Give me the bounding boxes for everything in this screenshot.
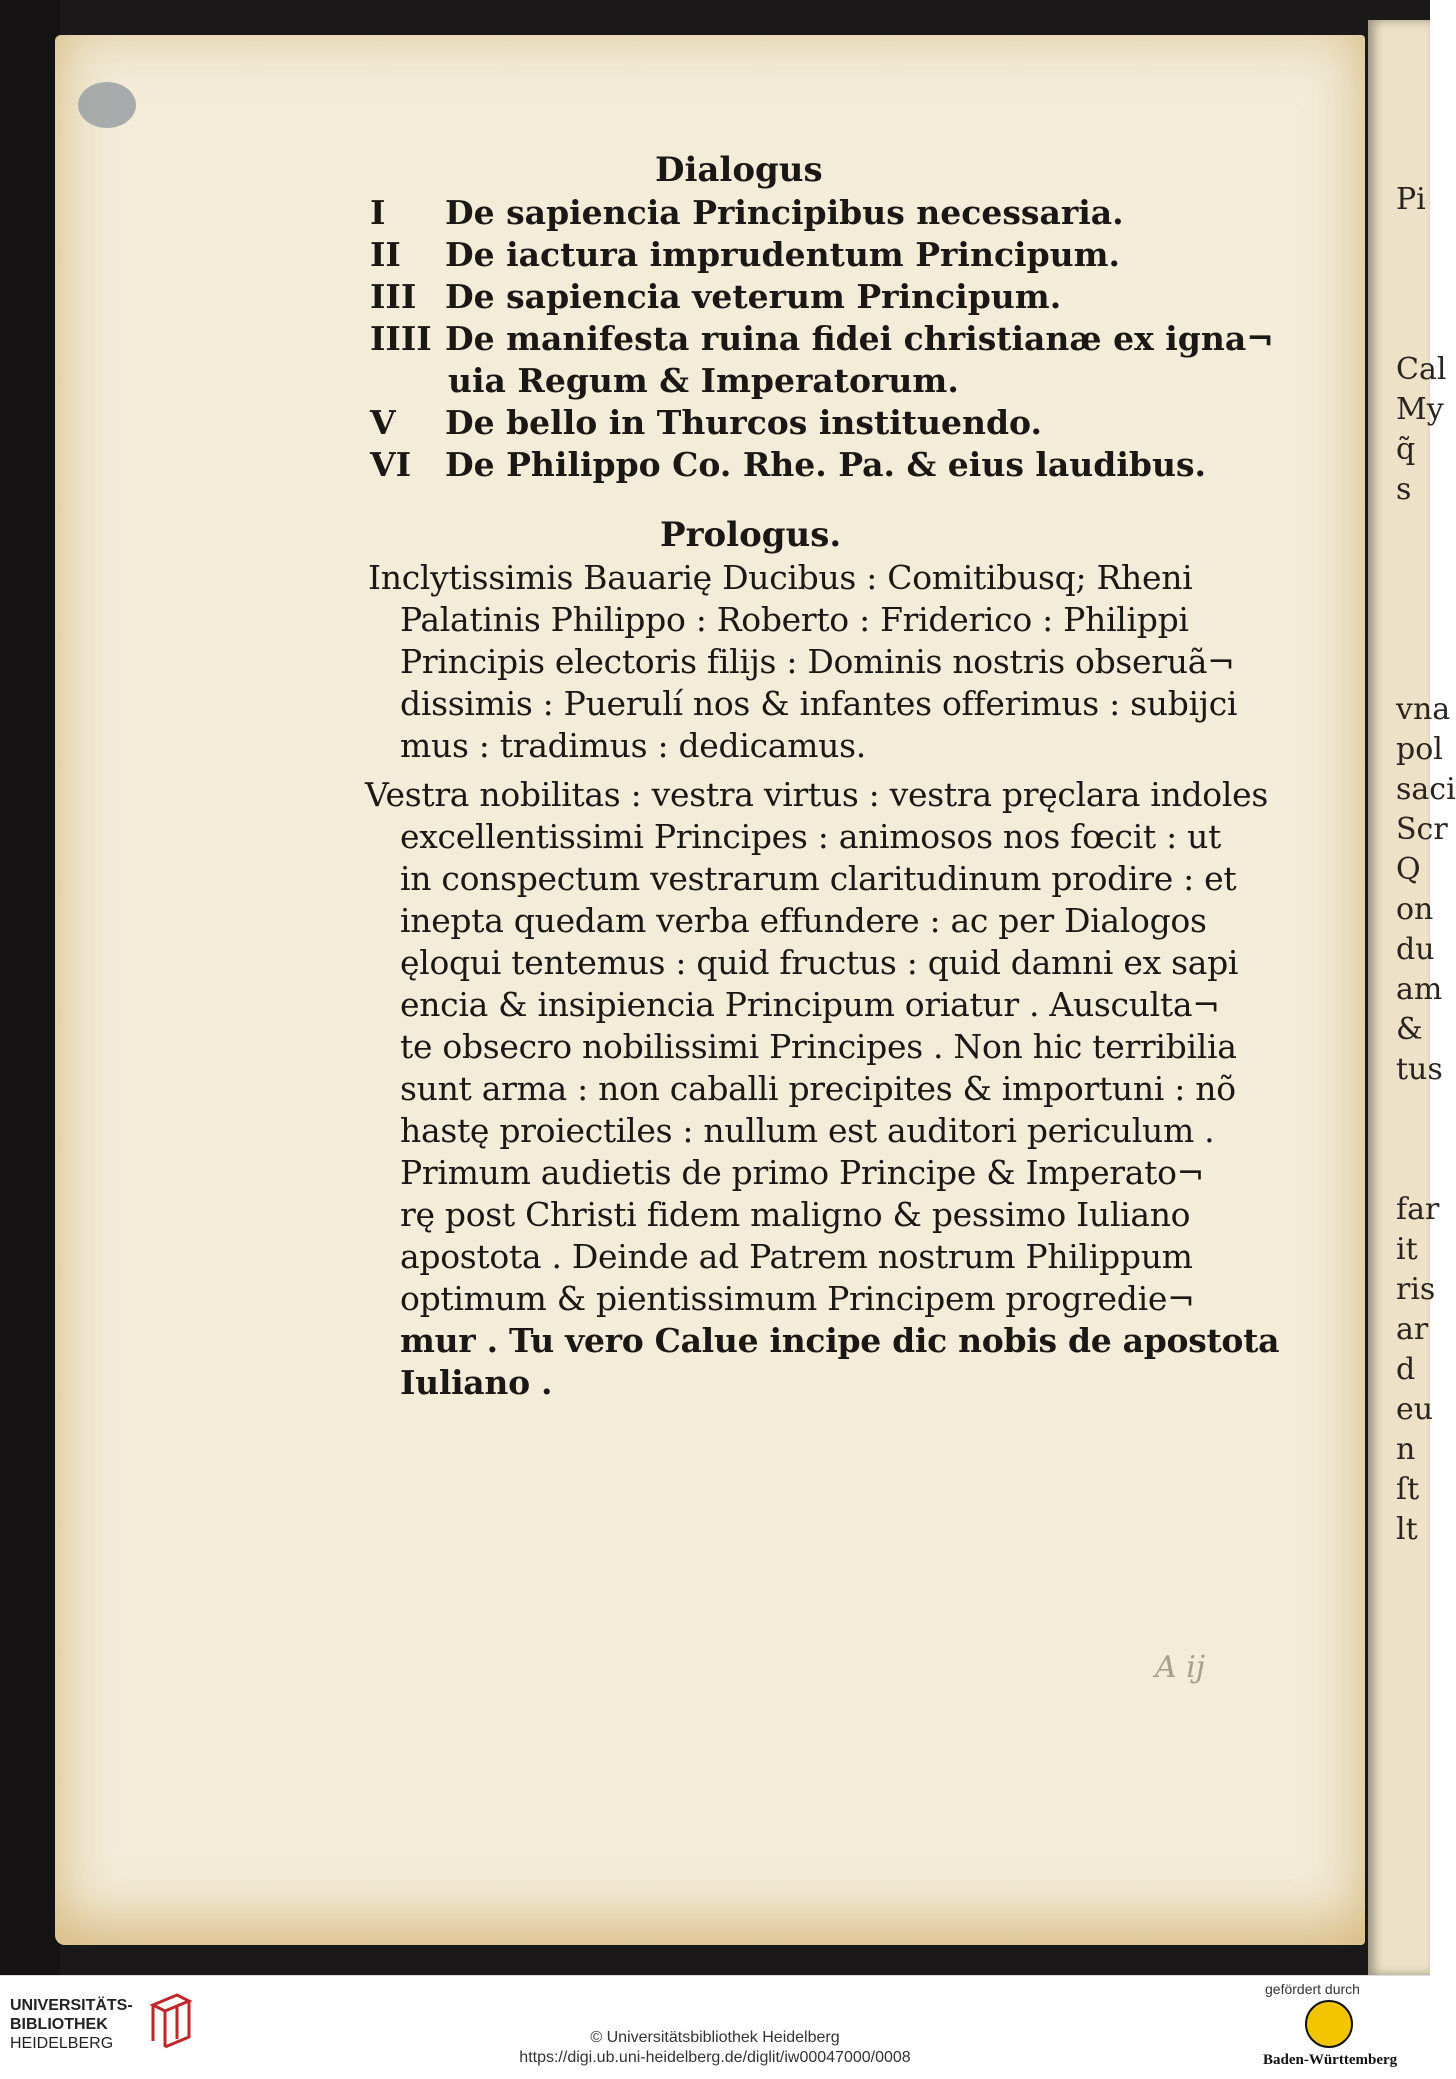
adjacent-page-fragment: q̃ s: [1396, 432, 1416, 507]
adjacent-page-fragment: Pi: [1396, 182, 1426, 217]
toc-item-continuation: uia Regum & Imperatorum.: [448, 361, 959, 400]
adjacent-page-fragment: am: [1396, 972, 1443, 1007]
body-line: ęloqui tentemus : quid fructus : quid damni ex sapi: [400, 943, 1239, 982]
adjacent-page-fragment: pol: [1396, 732, 1443, 767]
adjacent-page-fragment: eu: [1396, 1392, 1434, 1427]
toc-item-text: De Philippo Co. Rhe. Pa. & eius laudibus.: [445, 445, 1207, 484]
body-line: Iuliano .: [400, 1363, 553, 1402]
adjacent-page-fragment: tus: [1396, 1052, 1443, 1087]
body-line: optimum & pientissimum Principem progredie¬: [400, 1279, 1195, 1318]
dedication-line: dissimis : Puerulí nos & infantes offerimus : subijci: [400, 684, 1238, 723]
toc-item: [370, 235, 1120, 277]
copyright-notice: © Universitätsbibliothek Heidelberg: [590, 2029, 840, 2046]
adjacent-page-fragment: ar: [1396, 1312, 1429, 1347]
library-name-line: UNIVERSITÄTS-: [10, 1997, 133, 2014]
body-line: sunt arma : non caballi precipites & importuni : nõ: [400, 1069, 1236, 1108]
body-line: excellentissimi Principes : animosos nos fœcit : ut: [400, 817, 1221, 856]
adjacent-page-fragment: Q: [1396, 852, 1421, 887]
body-line: Primum audietis de primo Principe & Imperato¬: [400, 1153, 1205, 1192]
toc-item-number: II: [370, 235, 401, 274]
toc-item-number: VI: [370, 445, 412, 484]
body-line: rę post Christi fidem maligno & pessimo Iuliano: [400, 1195, 1191, 1234]
dedication-line: Inclytissimis Bauarię Ducibus : Comitibusq; Rheni: [368, 558, 1193, 597]
viewer-footer: [0, 1975, 1430, 2079]
adjacent-page-fragment: far: [1396, 1192, 1440, 1227]
toc-item-number: V: [370, 403, 396, 442]
library-name-line: BIBLIOTHEK: [10, 2016, 108, 2033]
dedication-line: Principis electoris filijs : Dominis nostris obseruã¬: [400, 642, 1235, 681]
adjacent-page-fragment: My: [1396, 392, 1444, 427]
toc-item-text: De bello in Thurcos instituendo.: [445, 403, 1042, 442]
adjacent-page-fragment: lt: [1396, 1512, 1418, 1547]
toc-item: [370, 445, 1206, 487]
prologue-heading: Prologus.: [660, 515, 842, 555]
toc-item-number: III: [370, 277, 417, 316]
toc-item: [370, 277, 1061, 319]
adjacent-page-fragment: Cal: [1396, 352, 1447, 387]
toc-item-number: IIII: [370, 319, 432, 358]
body-line: hastę proiectiles : nullum est auditori periculum .: [400, 1111, 1215, 1150]
body-line: apostota . Deinde ad Patrem nostrum Philippum: [400, 1237, 1193, 1276]
toc-item-text: De manifesta ruina fidei christianæ ex igna¬: [445, 319, 1274, 358]
dedication-line: Palatinis Philippo : Roberto : Friderico : Philippi: [400, 600, 1189, 639]
page-signature: A ij: [1155, 1650, 1206, 1685]
adjacent-page-fragment: d: [1396, 1352, 1416, 1387]
toc-item-text: De sapiencia veterum Principum.: [445, 277, 1062, 316]
page-stain: [78, 82, 136, 128]
coat-of-arms-icon: [1305, 2000, 1353, 2048]
toc-item-number: I: [370, 193, 386, 232]
adjacent-page-fragment: ſt: [1396, 1472, 1420, 1507]
funded-by-label: gefördert durch: [1265, 1981, 1360, 1997]
body-line: Vestra nobilitas : vestra virtus : vestra pręclara indoles: [365, 775, 1268, 814]
book-cover-edge: [0, 0, 60, 1975]
body-line: in conspectum vestrarum claritudinum prodire : et: [400, 859, 1237, 898]
body-line: inepta quedam verba effundere : ac per Dialogos: [400, 901, 1207, 940]
body-line: encia & insipiencia Principum oriatur . Ausculta¬: [400, 985, 1220, 1024]
adjacent-page-fragment: vna: [1396, 692, 1451, 727]
adjacent-page-fragment: Scr: [1396, 812, 1448, 847]
dedication-line: mus : tradimus : dedicamus.: [400, 726, 866, 765]
permalink[interactable]: https://digi.ub.uni-heidelberg.de/diglit/iw00047000/0008: [519, 2049, 911, 2066]
body-line: mur . Tu vero Calue incipe dic nobis de apostota: [400, 1321, 1280, 1360]
toc-item-text: De sapiencia Principibus necessaria.: [445, 193, 1124, 232]
toc-heading: Dialogus: [655, 150, 823, 190]
toc-item: [370, 319, 1274, 361]
adjacent-page-fragment: on: [1396, 892, 1434, 927]
funder-name[interactable]: Baden-Württemberg: [1263, 2052, 1398, 2068]
toc-item-text: De iactura imprudentum Principum.: [445, 235, 1121, 274]
toc-item: [370, 403, 1042, 445]
adjacent-page-fragment: saci: [1396, 772, 1456, 807]
adjacent-page-fragment: &: [1396, 1012, 1423, 1047]
library-name-line: HEIDELBERG: [10, 2035, 114, 2052]
adjacent-page-fragment: ris: [1396, 1272, 1436, 1307]
adjacent-page-fragment: du: [1396, 932, 1435, 967]
body-line: te obsecro nobilissimi Principes . Non hic terribilia: [400, 1027, 1237, 1066]
adjacent-page-fragment: it: [1396, 1232, 1418, 1267]
toc-item: [370, 193, 1124, 235]
adjacent-page-fragment: n: [1396, 1432, 1416, 1467]
